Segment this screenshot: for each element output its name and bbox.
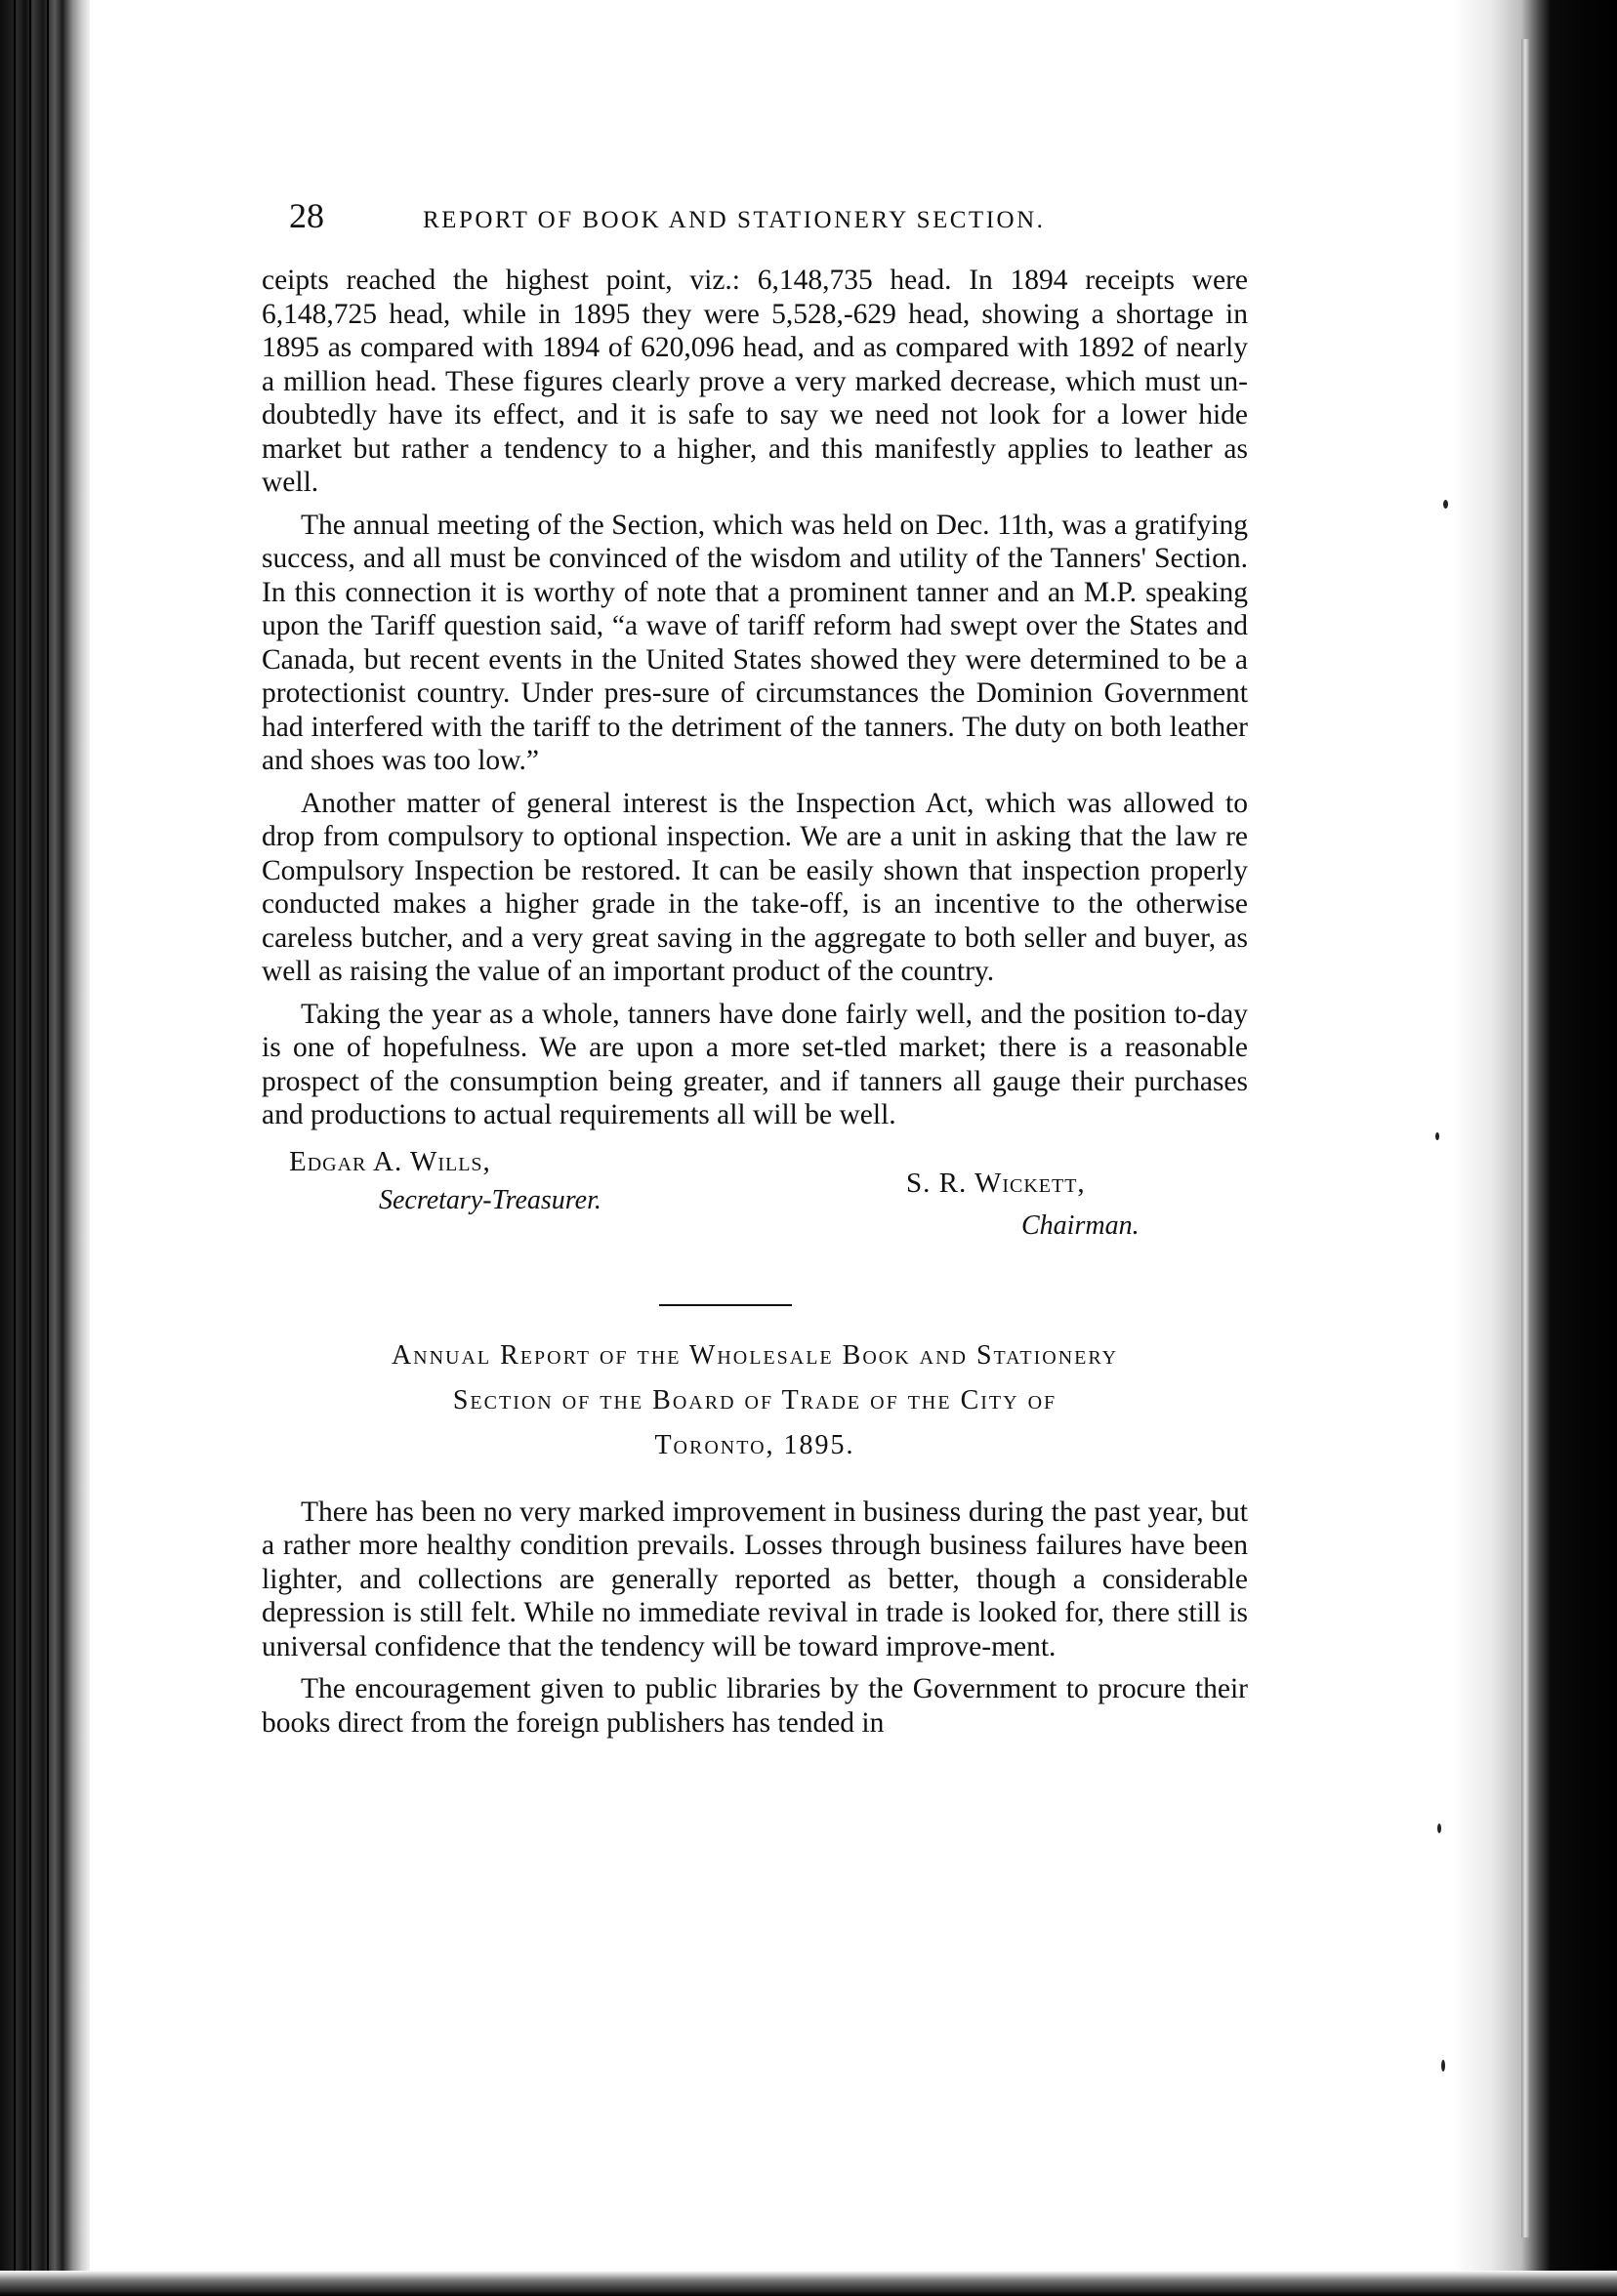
scan-speck (1443, 500, 1448, 509)
binding-rule (47, 0, 49, 2296)
chairman-name: S. R. Wickett, (906, 1167, 1086, 1199)
paragraph: Another matter of general interest is the Inspection Act, which was allowed to drop from compulsory to optional inspection. We are a unit in asking that the law re Compulsory Inspection be restored. It can be easily shown that inspection properly conducted makes a higher grade in the take-off, is an incentive to the otherwise careless butcher, and a very great saving in the aggregate to both seller and buyer, as well as raising the value of an important product of the country. (262, 787, 1248, 987)
paragraph: Taking the year as a whole, tanners have done fairly well, and the position to-day is one of hopefulness. We are upon a more set-tled market; there is a reasonable prospect of the consumption being greater, and if tanners all gauge their purchases and productions to actual requirements all will be well. (262, 998, 1248, 1130)
page-content (262, 185, 1248, 1748)
section-title (262, 1333, 1248, 1468)
scan-speck (1437, 1824, 1441, 1833)
scan-speck (1441, 2060, 1445, 2071)
scan-speck (1435, 1132, 1439, 1140)
section-title-line: Toronto, 1895. (654, 1429, 855, 1460)
secretary-name: Edgar A. Wills, (289, 1145, 491, 1177)
page-number: 28 (289, 196, 324, 235)
running-head: REPORT OF BOOK AND STATIONERY SECTION. (423, 207, 1046, 233)
paragraph: There has been no very marked improvement in business during the past year, but a rather more healthy condition prevails. Losses through business failures have been lighter, and collections are generally reported as better, though a considerable depression is still felt. While no immediate revival in trade is looked for, there still is universal confidence that the tendency will be toward improve-ment. (262, 1496, 1248, 1662)
page-header (262, 185, 1248, 254)
book-stationery-report-text (262, 1496, 1248, 1741)
secretary-title: Secretary-Treasurer. (379, 1184, 601, 1215)
section-title-line: Section of the Board of Trade of the City of (452, 1384, 1057, 1415)
paragraph: ceipts reached the highest point, viz.: 6,148,735 head. In 1894 receipts were 6,148,725 head, while in 1895 they were 5,528,-629 head, showing a shortage in 1895 as compared with 1894 of 620,096 head, and as compared with 1892 of nearly a million head. These figures clearly prove a very marked decrease, which must un-doubtedly have its effect, and it is safe to say we need not look for a lower hide market but rather a tendency to a higher, and this manifestly applies to leather as well. (262, 265, 1248, 498)
right-page-edge (1453, 0, 1617, 2296)
left-binding (0, 0, 90, 2296)
section-divider (659, 1304, 792, 1306)
page-edge-strip (1521, 39, 1529, 2237)
paragraph: The annual meeting of the Section, which was held on Dec. 11th, was a gratifying success, and all must be convinced of the wisdom and utility of the Tanners' Section. In this connection it is worthy of note that a prominent tanner and an M.P. speaking upon the Tariff question said, “a wave of tariff reform had swept over the States and Canada, but recent events in the United States showed they were determined to be a protectionist country. Under pres-sure of circumstances the Dominion Government had interfered with the tariff to the detriment of the tanners. The duty on both leather and shoes was too low.” (262, 509, 1248, 776)
bottom-page-edge (0, 2271, 1617, 2296)
paragraph: The encouragement given to public libraries by the Government to procure their books direct from the foreign publishers has tended in (262, 1673, 1248, 1739)
binding-rule (29, 0, 31, 2296)
section-title-line: Annual Report of the Wholesale Book and Stationery (391, 1339, 1119, 1371)
binding-rule (14, 0, 16, 2296)
chairman-title: Chairman. (1021, 1210, 1140, 1241)
tanners-report-text (262, 264, 1248, 1132)
signature-block (262, 1146, 1248, 1292)
